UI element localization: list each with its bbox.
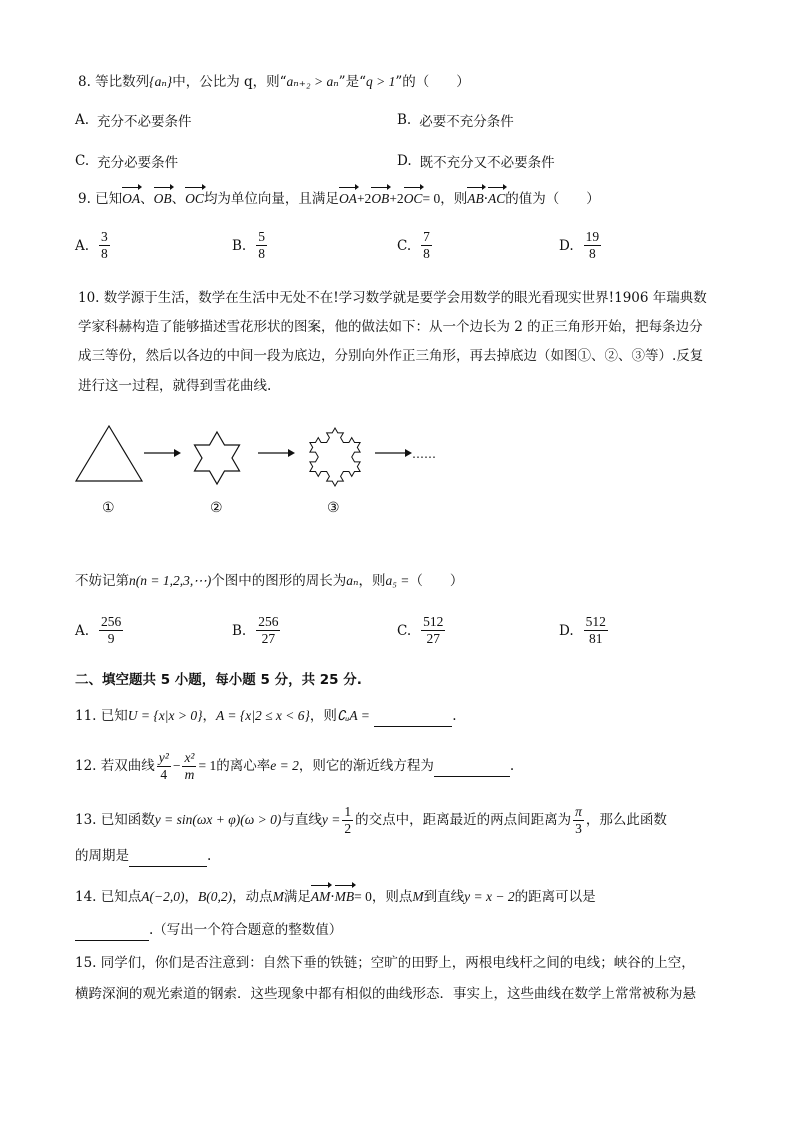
option-text: 必要不充分条件 bbox=[419, 114, 514, 130]
option-letter: D. bbox=[559, 622, 574, 639]
q14-line2-end: .（写出一个符合题意的整数值） bbox=[149, 922, 343, 938]
q15-line-2: 横跨深涧的观光索道的钢索．这些现象中都有相似的曲线形态．事实上，这些曲线在数学上常常被称为悬 bbox=[75, 986, 696, 1002]
q10-line-3: 成三等份，然后以各边的中间一段为底边，分别向外作正三角形，再去掉底边（如图①、②、③等）.反复 bbox=[78, 348, 704, 364]
q13-line-2 bbox=[75, 846, 211, 867]
q8-option-a[interactable] bbox=[75, 110, 192, 130]
option-letter: A. bbox=[75, 622, 90, 639]
q14-mid3: ，则点 bbox=[371, 889, 413, 905]
q9-sep2: 、 bbox=[171, 191, 186, 207]
q14-eq: = 0 bbox=[354, 889, 372, 904]
frac-num: x² bbox=[184, 749, 195, 765]
option-fraction bbox=[421, 229, 432, 262]
figure-label-3: ③ bbox=[327, 500, 340, 516]
q12-eq: = 1 bbox=[198, 758, 217, 773]
q8-option-d[interactable] bbox=[397, 151, 555, 171]
frac-num: 256 bbox=[101, 614, 122, 629]
option-fraction bbox=[584, 614, 608, 647]
q13-line2-end: . bbox=[207, 848, 212, 864]
option-letter: C. bbox=[75, 153, 90, 169]
q9-option-c[interactable] bbox=[397, 229, 434, 262]
frac-den: 8 bbox=[258, 246, 265, 261]
frac-den: 81 bbox=[589, 631, 603, 646]
q9-dot: · bbox=[483, 191, 488, 207]
section-2-title: 二、填空题共 5 小题，每小题 5 分，共 25 分. bbox=[75, 672, 362, 688]
option-text: 充分必要条件 bbox=[97, 155, 179, 171]
q13-frac-half bbox=[342, 804, 353, 837]
q12-frac-y bbox=[157, 750, 171, 783]
q12-pre: 12. 若双曲线 bbox=[75, 758, 155, 774]
q14-mid2: 满足 bbox=[283, 889, 311, 905]
option-letter: A. bbox=[75, 237, 90, 254]
option-letter: D. bbox=[559, 237, 574, 254]
q10-ask-mid: 个图中的图形的周长为 bbox=[211, 573, 347, 589]
q8-seq: {aₙ} bbox=[149, 74, 173, 89]
snowflake-shape bbox=[310, 428, 360, 486]
q11-set-a: A = {x|2 ≤ x < 6} bbox=[215, 708, 310, 723]
option-letter: C. bbox=[397, 622, 412, 639]
q13-end: ，那么此函数 bbox=[585, 812, 667, 828]
q10-option-c[interactable] bbox=[397, 614, 447, 647]
frac-num: 256 bbox=[258, 614, 279, 629]
q10-line-4: 进行这一过程，就得到雪花曲线. bbox=[78, 378, 272, 394]
q14-sep: ， bbox=[184, 889, 198, 905]
q9-eq-vector-ob: OB bbox=[371, 187, 389, 209]
q11-comma: ， bbox=[202, 708, 216, 724]
q14-point-a: A(−2,0) bbox=[141, 889, 185, 904]
frac-den: 3 bbox=[575, 820, 582, 836]
koch-figure-1 bbox=[74, 424, 144, 484]
q9-eq-vector-oc: OC bbox=[404, 187, 423, 209]
q14-line-2 bbox=[75, 920, 342, 941]
q14-point-m2: M bbox=[412, 889, 424, 904]
q9-eq-end: = 0 bbox=[422, 191, 441, 206]
q11-answer-blank[interactable] bbox=[374, 706, 452, 727]
q9-stem-end: 的值为（ ） bbox=[505, 191, 600, 207]
frac-num: 3 bbox=[101, 229, 108, 244]
q9-vector-ob: OB bbox=[154, 187, 172, 209]
frac-num: 1 bbox=[344, 803, 352, 819]
q8-cond2: q > 1 bbox=[365, 74, 396, 89]
q14-vector-mb: MB bbox=[335, 885, 355, 907]
frac-den: m bbox=[184, 766, 195, 782]
q13-answer-blank[interactable] bbox=[129, 846, 207, 867]
q9-eq-plus1: +2 bbox=[356, 191, 372, 206]
q11-end: . bbox=[452, 708, 457, 724]
q8-stem-mid: 中，公比为 q，则“ bbox=[172, 74, 287, 90]
q11-complement: ∁ᵤA = bbox=[336, 708, 370, 723]
q10-line-2: 学家科赫构造了能够描述雪花形状的图案，他的做法如下：从一个边长为 2 的正三角形开始，把每条边分 bbox=[78, 319, 703, 335]
option-letter: C. bbox=[397, 237, 412, 254]
q12-e: e = 2 bbox=[270, 758, 299, 773]
q10-option-a[interactable] bbox=[75, 614, 125, 647]
q9-option-a[interactable] bbox=[75, 229, 112, 262]
q11-mid: ，则 bbox=[309, 708, 337, 724]
arrow-1-icon bbox=[142, 447, 182, 459]
q14-mid: ，动点 bbox=[232, 889, 273, 905]
q9-stem-mid: 均为单位向量，且满足 bbox=[203, 191, 339, 207]
q13-func: y = sin(ωx + φ)(ω > 0) bbox=[154, 812, 282, 827]
q14-vector-am: AM bbox=[311, 885, 331, 907]
q14-pre: 14. 已知点 bbox=[75, 889, 142, 905]
frac-den: 2 bbox=[344, 820, 352, 836]
q10-ask-n: n(n = 1,2,3,⋯) bbox=[129, 573, 212, 588]
q12-end: . bbox=[509, 758, 515, 774]
figure-ellipsis: …… bbox=[412, 447, 436, 461]
q9-stem-pre: 9. 已知 bbox=[78, 191, 123, 207]
option-fraction bbox=[584, 229, 602, 262]
option-fraction bbox=[99, 229, 110, 262]
q14-mid4: 到直线 bbox=[423, 889, 465, 905]
q14-stem bbox=[75, 885, 596, 907]
frac-num: 512 bbox=[585, 614, 606, 629]
q12-minus: − bbox=[172, 758, 181, 773]
q11-pre: 11. 已知 bbox=[75, 708, 128, 724]
q8-stem-end: ”的（ ） bbox=[395, 74, 470, 90]
arrow-2-icon bbox=[256, 447, 296, 459]
q13-pre: 13. 已知函数 bbox=[75, 812, 155, 828]
option-fraction bbox=[99, 614, 123, 647]
frac-num: y² bbox=[158, 749, 169, 765]
option-letter: B. bbox=[397, 112, 412, 128]
q10-line-1: 10. 数学源于生活，数学在生活中无处不在!学习数学就是要学会用数学的眼光看现实世界!1906 年瑞典数 bbox=[78, 290, 707, 306]
option-letter: B. bbox=[232, 622, 247, 639]
q10-ask bbox=[75, 571, 463, 591]
q9-sep1: 、 bbox=[140, 191, 154, 207]
option-fraction bbox=[256, 614, 280, 647]
q8-stem-pre: 8. 等比数列 bbox=[78, 74, 150, 90]
q10-ask-a5: a₅ = bbox=[385, 573, 410, 588]
option-fraction bbox=[421, 614, 445, 647]
q8-option-b[interactable] bbox=[397, 110, 514, 130]
q12-stem bbox=[75, 748, 514, 784]
frac-num: 512 bbox=[423, 614, 444, 629]
frac-num: 5 bbox=[258, 229, 265, 244]
q10-ask-mid2: ，则 bbox=[358, 573, 386, 589]
option-text: 充分不必要条件 bbox=[97, 114, 192, 130]
q9-vector-ac: AC bbox=[488, 187, 505, 209]
q10-option-d[interactable] bbox=[559, 614, 610, 647]
koch-figure-3 bbox=[295, 415, 375, 495]
frac-den: 4 bbox=[160, 766, 168, 782]
frac-den: 27 bbox=[261, 631, 276, 646]
q9-option-d[interactable] bbox=[559, 229, 603, 262]
option-letter: A. bbox=[75, 112, 90, 128]
star-shape bbox=[194, 432, 239, 484]
q13-mid: 与直线 bbox=[281, 812, 322, 828]
option-text: 既不充分又不必要条件 bbox=[419, 155, 555, 171]
option-fraction bbox=[256, 229, 267, 262]
q9-vector-ab: AB bbox=[467, 187, 484, 209]
q13-y-eq: y = bbox=[321, 812, 341, 827]
q10-ask-end: （ ） bbox=[409, 573, 464, 589]
q14-end: 的距离可以是 bbox=[514, 889, 596, 905]
q15-line-1: 15. 同学们，你们是否注意到：自然下垂的铁链；空旷的田野上，两根电线杆之间的电线；峡谷的上空， bbox=[75, 955, 695, 971]
q9-stem-mid2: ，则 bbox=[440, 191, 468, 207]
q13-frac-pi bbox=[573, 804, 584, 837]
frac-num: π bbox=[575, 803, 582, 819]
triangle-shape bbox=[76, 426, 142, 481]
q14-answer-blank[interactable] bbox=[75, 920, 149, 941]
q10-option-b[interactable] bbox=[232, 614, 282, 647]
q14-line-eq: y = x − 2 bbox=[464, 889, 515, 904]
q9-vector-oc: OC bbox=[185, 187, 204, 209]
frac-num: 19 bbox=[585, 229, 600, 244]
q11-set-u: U = {x|x > 0} bbox=[127, 708, 203, 723]
frac-den: 8 bbox=[589, 246, 596, 261]
q10-ask-pre: 不妨记第 bbox=[75, 573, 129, 589]
q8-cond: aₙ₊₂ > aₙ bbox=[286, 74, 339, 89]
q13-mid2: 的交点中，距离最近的两点间距离为 bbox=[355, 812, 572, 828]
q12-answer-blank[interactable] bbox=[434, 756, 510, 777]
q12-mid2: ，则它的渐近线方程为 bbox=[298, 758, 434, 774]
frac-den: 27 bbox=[426, 631, 441, 646]
q9-option-b[interactable] bbox=[232, 229, 269, 262]
figure-label-2: ② bbox=[210, 500, 223, 516]
q8-stem-mid2: ”是“ bbox=[338, 74, 366, 90]
option-letter: D. bbox=[397, 153, 412, 169]
q13-stem bbox=[75, 800, 667, 840]
q8-stem bbox=[78, 72, 470, 92]
q10-ask-an: aₙ bbox=[346, 573, 359, 588]
q9-vector-oa: OA bbox=[122, 187, 140, 209]
frac-den: 8 bbox=[423, 246, 430, 261]
q14-point-m: M bbox=[272, 889, 284, 904]
frac-den: 9 bbox=[107, 631, 115, 646]
q9-stem bbox=[78, 187, 600, 209]
q11-stem bbox=[75, 706, 457, 727]
q12-frac-x bbox=[182, 750, 196, 783]
figure-label-1: ① bbox=[102, 500, 115, 516]
q9-eq-vector-oa: OA bbox=[339, 187, 357, 209]
q8-option-c[interactable] bbox=[75, 151, 178, 171]
q9-eq-plus2: +2 bbox=[389, 191, 404, 206]
q12-mid: 的离心率 bbox=[216, 758, 271, 774]
q14-dot: · bbox=[330, 889, 335, 905]
arrow-3-icon bbox=[373, 447, 413, 459]
koch-figure-2 bbox=[180, 418, 254, 492]
frac-den: 8 bbox=[101, 246, 108, 261]
frac-num: 7 bbox=[423, 229, 430, 244]
q13-line2-text: 的周期是 bbox=[75, 848, 129, 864]
q14-point-b: B(0,2) bbox=[198, 889, 233, 904]
option-letter: B. bbox=[232, 237, 247, 254]
